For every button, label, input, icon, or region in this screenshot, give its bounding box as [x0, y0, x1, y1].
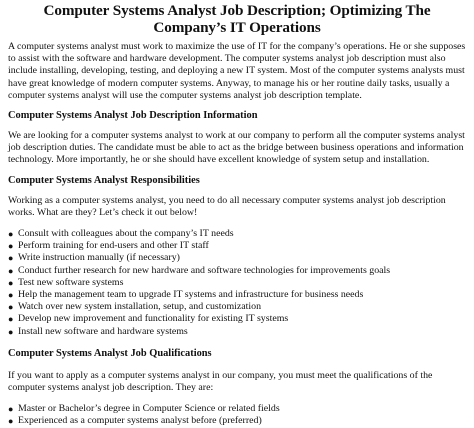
responsibilities-list — [8, 228, 466, 338]
list-item — [8, 326, 466, 338]
bullet-icon: ● — [8, 253, 14, 264]
list-item — [8, 415, 466, 427]
bullet-icon: ● — [8, 326, 14, 337]
list-item-text: Watch over new system installation, setup, and customization — [18, 301, 262, 313]
list-item-text: Install new software and hardware systems — [18, 325, 188, 337]
list-item-text: Conduct further research for new hardware and software technologies for improvements goals — [18, 264, 391, 276]
bullet-icon: ● — [8, 290, 14, 301]
bullet-icon: ● — [8, 314, 14, 325]
list-item-text: Test new software systems — [18, 276, 124, 288]
list-item — [8, 277, 466, 289]
list-item-text: Write instruction manually (if necessary) — [18, 252, 180, 264]
list-item-text: Develop new improvement and functionality for existing IT systems — [18, 313, 289, 325]
list-item-text: Help the management team to upgrade IT systems and infrastructure for business needs — [18, 289, 364, 301]
bullet-icon: ● — [8, 302, 14, 313]
list-item — [8, 240, 466, 252]
list-item-text: Experienced as a computer systems analyst before (preferred) — [18, 415, 262, 427]
info-paragraph: We are looking for a computer systems analyst to work at our company to perform all the computer systems analyst job description duties. The candidate must be able to act as the bridge between business operations and information technology. More importantly, he or she should have excellent knowledge of system setup and installation. — [8, 130, 465, 166]
bullet-icon: ● — [8, 277, 14, 288]
responsibilities-heading: Computer Systems Analyst Responsibilities — [8, 174, 200, 186]
list-item-text: Master or Bachelor’s degree in Computer Science or related fields — [18, 403, 280, 415]
bullet-icon: ● — [8, 265, 14, 276]
list-item — [8, 313, 466, 325]
list-item — [8, 301, 466, 313]
info-heading: Computer Systems Analyst Job Description Information — [8, 110, 258, 122]
responsibilities-paragraph: Working as a computer systems analyst, you need to do all necessary computer systems analyst job description works. What are they? Let’s check it out below! — [8, 194, 446, 218]
page-title: Computer Systems Analyst Job Description; Optimizing The Company’s IT Operations — [43, 2, 431, 36]
intro-paragraph: A computer systems analyst must work to maximize the use of IT for the company’s operations. He or she supposes to assist with the software and hardware development. The computer systems analyst job description must also include installing, developing, testing, and deploying a new IT system. Most of the computer systems analysts must have great knowledge of modern computer systems. Anyway, to manage his or her routine daily tasks, usually a computer systems analyst will use the computer systems analyst job description template. — [8, 41, 466, 101]
bullet-icon: ● — [8, 404, 14, 415]
list-item-text: Consult with colleagues about the company’s IT needs — [18, 228, 234, 240]
list-item — [8, 265, 466, 277]
list-item — [8, 289, 466, 301]
bullet-icon: ● — [8, 229, 14, 240]
list-item-text: Perform training for end-users and other IT staff — [18, 240, 209, 252]
qualifications-paragraph: If you want to apply as a computer systems analyst in our company, you must meet the qualifications of the computer systems analyst job description. They are: — [8, 369, 433, 394]
list-item — [8, 252, 466, 264]
list-item — [8, 228, 466, 240]
qualifications-heading: Computer Systems Analyst Job Qualifications — [8, 347, 212, 359]
bullet-icon: ● — [8, 241, 14, 252]
bullet-icon: ● — [8, 416, 14, 427]
qualifications-list — [8, 403, 466, 427]
